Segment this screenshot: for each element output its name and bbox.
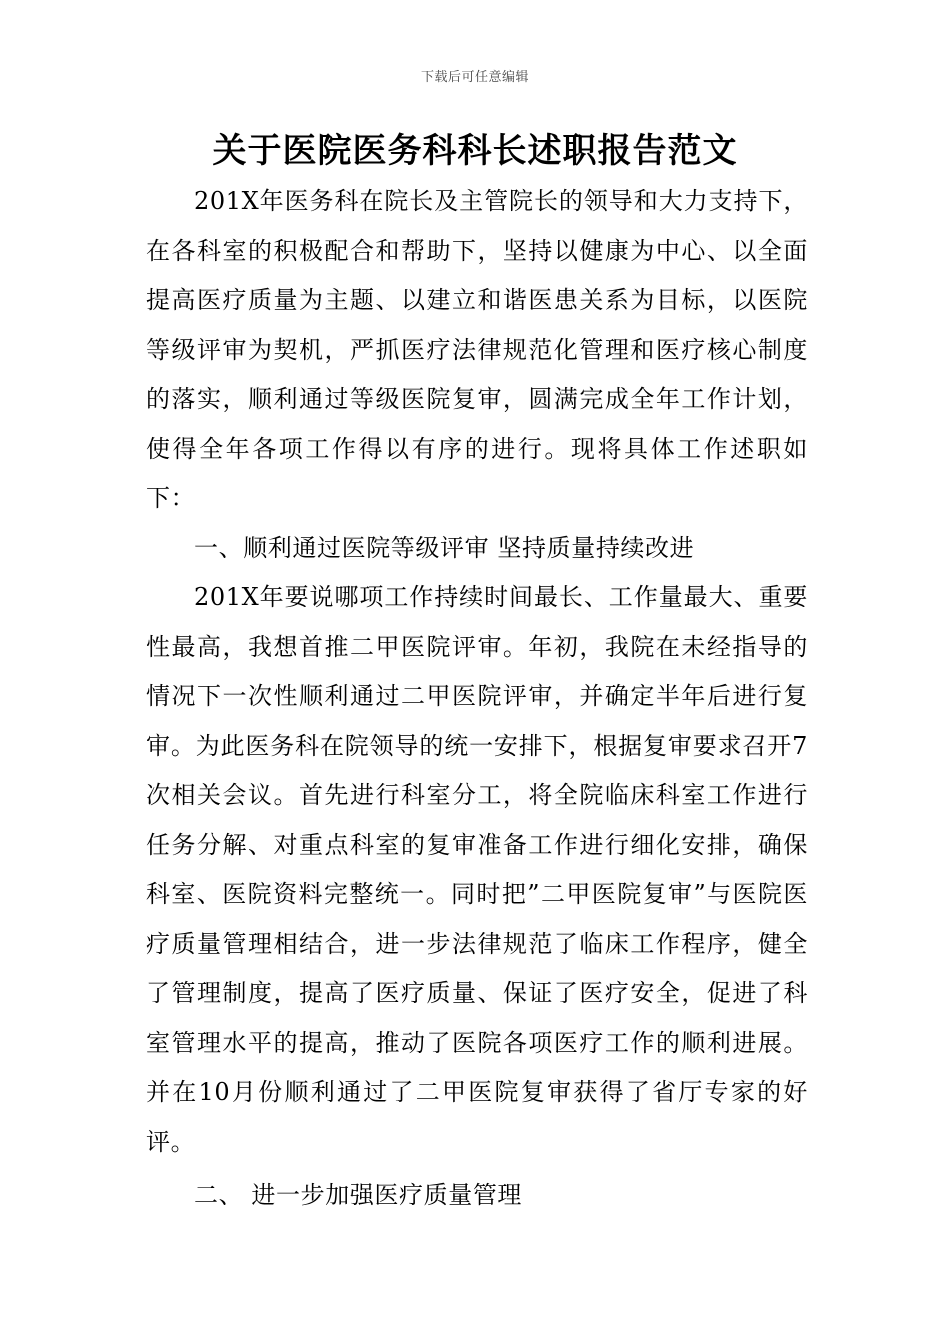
section-heading-1: 一、顺利通过医院等级评审 坚持质量持续改进 xyxy=(194,533,695,562)
document-body xyxy=(146,177,808,1221)
header-note: 下载后可任意编辑 xyxy=(420,70,529,85)
section-1-paragraph: 201X年要说哪项工作持续时间最长、工作量最大、重要性最高，我想首推二甲医院评审。年初，我院在未经指导的情况下一次性顺利通过二甲医院评审，并确定半年后进行复审。为此医务科在院领导的统一安排下，根据复审要求召开7次相关会议。首先进行科室分工，将全院临床科室工作进行任务分解、对重点科室的复审准备工作进行细化安排，确保科室、医院资料完整统一。同时把”二甲医院复审”与医院医疗质量管理相结合，进一步法律规范了临床工作程序，健全了管理制度，提高了医疗质量、保证了医疗安全，促进了科室管理水平的提高，推动了医院各项医疗工作的顺利进展。并在10月份顺利通过了二甲医院复审获得了省厅专家的好评。 xyxy=(146,583,808,1156)
intro-paragraph: 201X年医务科在院长及主管院长的领导和大力支持下，在各科室的积极配合和帮助下，坚持以健康为中心、以全面提高医疗质量为主题、以建立和谐医患关系为目标，以医院等级评审为契机，严抓医疗法律规范化管理和医疗核心制度的落实，顺利通过等级医院复审，圆满完成全年工作计划，使得全年各项工作得以有序的进行。现将具体工作述职如下： xyxy=(146,187,808,512)
document-title: 关于医院医务科科长述职报告范文 xyxy=(212,131,738,171)
section-heading-2: 二、 进一步加强医疗质量管理 xyxy=(194,1181,523,1209)
